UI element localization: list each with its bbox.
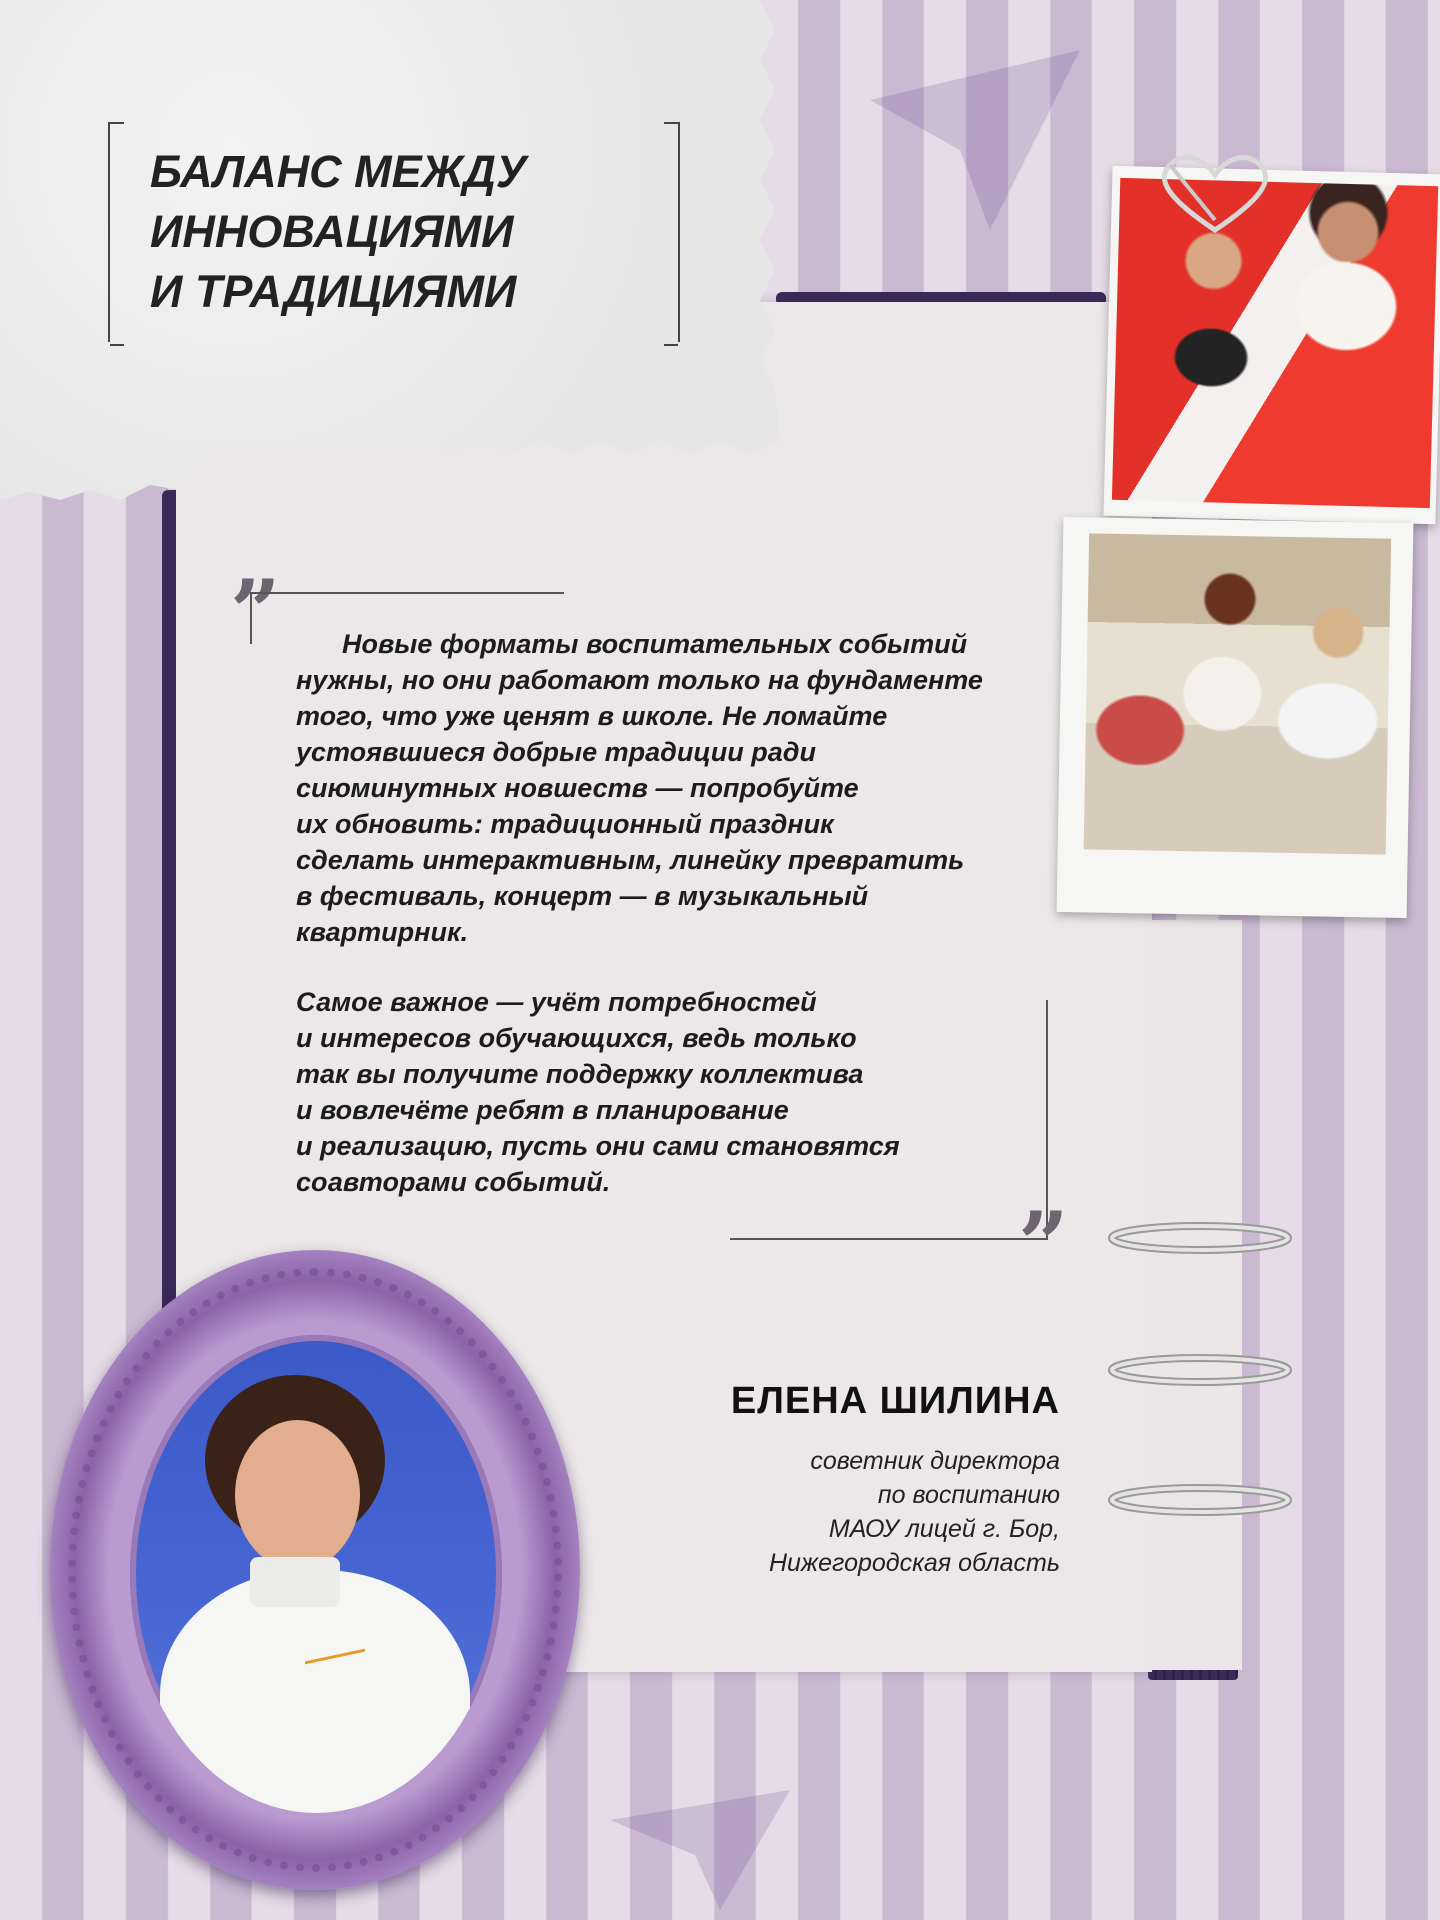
quote-open-icon: ” (230, 560, 281, 664)
quote-paragraph-1: Новые форматы воспитательных событий нужны, но они работают только на фундаменте того, что уже ценят в школе. Не ломайте устоявшиеся добрые традиции ради сиюминутных новшеств — попробуйте их обновить: традиционный праздник сделать интерактивным, линейку превратить в фестиваль, концерт — в музыкальный квартирник. (296, 629, 983, 947)
quote-close-icon: ” (1018, 1192, 1069, 1296)
notebook-page-right (1150, 920, 1242, 1670)
photo-with-children (1057, 517, 1414, 918)
binder-ring-icon (1100, 1482, 1300, 1518)
portrait-photo (130, 1335, 502, 1813)
paper-plane-icon (860, 40, 1090, 240)
heart-paperclip-icon (1150, 150, 1280, 240)
paper-plane-icon (600, 1780, 800, 1920)
person-name: ЕЛЕНА ШИЛИНА (730, 1380, 1060, 1422)
binder-ring-icon (1100, 1352, 1300, 1388)
page-title: БАЛАНС МЕЖДУ ИННОВАЦИЯМИ И ТРАДИЦИЯМИ (150, 146, 527, 317)
quote-paragraph-2: Самое важное — учёт потребностей и интересов обучающихся, ведь только так вы получите поддержку коллектива и вовлечёте ребят в планирование и реализацию, пусть они сами становятся соавторами событий. (296, 987, 900, 1197)
person-role: советник директора по воспитанию МАОУ лицей г. Бор, Нижегородская область (768, 1447, 1060, 1577)
binder-ring-icon (1100, 1220, 1300, 1256)
